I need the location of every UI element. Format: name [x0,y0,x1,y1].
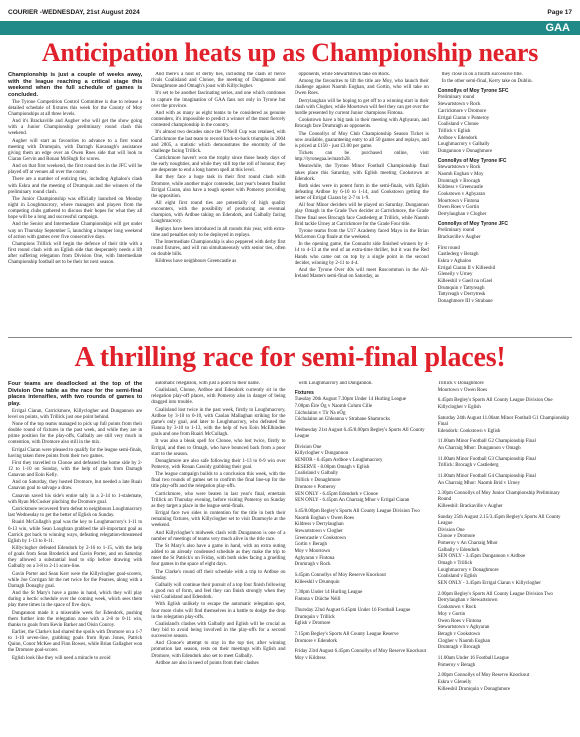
body-paragraph: Coalisland's clashes with Galbally and Eglish will be crucial as they bid to avoid being involved in the play-offs for a second successive season. [151,621,286,640]
fixture-line: SEN ONLY - 3.45pm Dungannon v Ardboe [437,554,526,560]
fixture-line: 7.00pm Éire Óg v Naomh Colum Cille [294,403,373,409]
body-paragraph: Canavan saved his side's entire tally in a 2-14 to 1-stalemate, with Ryan McCusker pinching the Dromore goal. [8,493,143,505]
fixture-line: Aghyaran v Fintona [294,555,335,561]
article-1-column [295,72,429,335]
masthead-page-number: Page 17 [547,8,572,16]
body-paragraph: And on that first weekend, the first round ties in the JFC will be played off at venues all over the county. [8,164,143,176]
fixture-line: Saturday 24th August 11.00am Minor Football G1 Championship Final [437,415,569,427]
fixture-line: Preliminary round [437,228,475,234]
section-label: GAA [545,22,570,34]
fixture-line: SEN ONLY - 3.45pm Errigal Ciaran v Killyclogher [437,581,541,587]
article-2-headline: A thrilling race for semi-final places! [74,342,506,373]
body-paragraph: There are a number of enticing ties, including Aghaloo's clash with Eskra and the meeting of Drumquin and the winners of the preliminary round clash. [8,177,143,195]
body-paragraph: Tickets can be purchased online, visit http://tyronegaa.ie/match28. [294,151,429,163]
body-paragraph: with Loughmacrory and Dungannon. [298,381,373,386]
article-1-body [8,72,572,335]
fixture-line: Greencastle v Cookstown [294,535,346,541]
masthead-publication-date: COURIER -WEDNESDAY, 21st August 2024 [8,8,140,16]
body-paragraph: Errigal Ciaran were pleased to qualify for the league semi-finals, having taken three points from their two games. [8,447,143,459]
fixture-line: 7.30pm Under 14 Hurling League [294,590,363,596]
article-divider [8,337,572,338]
fixture-line: Donaghmore III v Strabane [437,299,493,305]
fixture-line: 2.30pm Connollys of Moy Junior Championship Preliminary Round [437,491,560,503]
fixture-line: 2.00pm Begley's Sports All County League Division Two [437,591,553,597]
fixture-line: Errigal Ciaran v Pomeroy [437,115,490,121]
body-paragraph: Champions Trillick will begin the defence of their title with a first round clash with an Eglish side that desperately needs a lift after suffering relegation from Division One, with Intermediate Championship football set to be their lot next season. [8,241,143,266]
fixture-line: Sunday 25th August 2.15/3.45pm Begley's Sports All County League [437,514,561,526]
body-paragraph: And with as many as eight teams to be considered as genuine contenders, it's impossible to predict a winner of the most fiercely contested championship in the country. [151,110,286,129]
body-paragraph: Killyclogher defeated Edendork by 2-16 to 1-15, with the help of goals from Sean Broderick and Gavin Porter, and on Saturday they allowed a substantial lead to slip before drawing with Galbally on a 3-8 to 2-11 score-line. [8,546,143,570]
body-paragraph: Meanwhile, the Tyrone Minor Football Championship final takes place this Saturday, with Eglish meeting Cookstown at Edendork. [294,164,429,182]
body-paragraph: Derrylaughan will be hoping to get off to a winning start in their clash with Clogher, while Moortown will feel they can get over the hurdle presented by current Junior champions Fintona. [294,98,429,116]
fixture-line: Moy v Kildress [294,655,326,661]
fixture-line: Stewartstown v Clogher [294,528,343,534]
fixture-line: Owen Roes v Gortin [437,205,479,211]
fixture-line: Trillick v Eglish [437,128,471,134]
body-paragraph: Gavin Porter and Sean Kerr were the Killyclogher goal-scorers, while Joe Corrigan hit the net twice for the Pearses, along with a Darragh Donaghy goal. [8,571,143,589]
body-paragraph: All four Minor deciders will be played on Saturday. Dungannon play Omagh in the Grade Two decider at Carrickmore, the Grade Three final sees Brocagh face Castlederg at Trillick, while Naomh Brid tackle Urney at Carrickmore for the Grade Four title. [294,203,429,227]
fixture-line: Kildress v Derrylaughan [294,522,344,528]
body-paragraph: Kildress have neighbours Greencastle as [155,259,237,265]
fixture-line: Tattyreagh v Derrytresk [437,292,486,298]
fixture-line: Dromore v Edendork [294,638,337,644]
fixture-line: 6.45/8.00pm Begley's Sports All County League Division Two [294,508,420,514]
article-2-column [8,381,142,731]
article-1-column [438,72,572,335]
fixture-line: Drumragh v Rock [294,562,331,568]
body-paragraph: Carrickmore haven't won the trophy since those heady days of the early noughties, and while they still top the roll of honour, they are desperate to end a long barren spell at this level. [151,155,286,174]
fixture-line: Edendork: Cookstown v Eglish [437,428,501,434]
fixture-line: 6.45pm Connollys of Moy Reserve Knockout [294,573,386,579]
body-paragraph: Donaghmore are also safe following their 1-13 to 0-9 win over Pomeroy, with Ronan Cassidy grabbing their goal. [151,458,286,470]
fixture-line: Drumquin v Trillick [294,614,335,620]
body-paragraph: It was also a bleak spell for Clonoe, who lost twice, firstly to Errigal, and then to Omagh, who have bounced back from a poor start to the season. [151,439,286,457]
body-paragraph: And Killyclogher's midweek clash with Dungannon is one of a number of meetings of teams very much alive in the title race. [151,530,286,542]
article-1-column [8,72,142,335]
fixture-line: Preliminary round [437,95,475,101]
fixture-line: Division One [294,444,322,450]
masthead [8,6,572,18]
fixture-line: Eskra v Gleneily [437,680,472,686]
fixture-line: SEN ONLY - 6.45pm Edendork v Clonoe [294,491,378,497]
body-paragraph: Both sides were in potent form in the semi-finals, with Eglish defeating Ardboe by 6-10 to 1-14, and Cookstown getting the better of Errigal Ciaran by 2-7 to 1-9. [294,183,429,202]
fixture-line: Derrylaughan v Clogher [437,211,487,217]
body-paragraph: Coalisland, Clonoe, Ardboe and Edendork currently sit in the relegation play-off places, with Pomeroy also in danger of being dragged into trouble. [151,388,286,406]
body-paragraph: It's almost two decades since the O'Neill Cup was retained, with Carrickmore the last team to record back-to-back triumphs in 2004 and 2005, a statistic which demonstrates the enormity of the challenge facing Trillick. [151,130,286,154]
section-bar [0,21,580,35]
fixture-line: Stewartstown v Rock [437,165,481,171]
fixture-line: SENIOR - 6.45pm Ardboe v Loughmacrory [294,458,383,464]
article-2-column [295,381,429,731]
fixture-line: Fintona v Dúiche Néill [294,597,341,603]
fixture-line: Moortown v Fintona [437,198,480,204]
body-paragraph: The St Mary's also have a game in hand, with an extra outing added to an already condensed schedule as they make the trip to meet the St Patrick's on Friday, with both sides facing a gruelling four games in the space of eight days. [151,544,286,568]
fixture-line: Trillick: Brocagh v Castlederg [437,463,499,469]
standfirst: Four teams are deadlocked at the top of the Division One table as the race for the semi-final places intensifies, with two rounds of games to play. [8,381,143,407]
body-paragraph: opponents, while Stewartstown take on Rock. [298,72,391,77]
fixture-line: 11.00am Minor Football G3 Championship Final [437,456,536,462]
body-paragraph: And there's a host of derby ties, including the clash of fierce rivals Coalisland and Clonoe, the meeting of Dungannon and Donaghmore and Omagh's joust with Killyclogher. [151,72,286,90]
fixture-line: Killeeshil: Brackaville v Augher [437,504,503,510]
fixture-line: Kildress v Greencastle [437,185,484,191]
fixture-line: 7.15pm Begley's Sports All County League Reserve [294,631,399,637]
fixture-line: Trillick v Donaghmore [294,478,341,484]
fixture-line: Naomh Eoghan v Owen Roes [294,515,354,521]
fixture-line: Loughmacrory v Galbally [437,142,490,148]
fixture-line: Tuesday 20th August 7.30pm Under 14 Hurling League [294,397,406,403]
fixture-line: Killeeshil v Drumquin [294,579,340,585]
body-paragraph: With Eglish unlikely to escape the automatic relegation spot, four more clubs will find themselves in a battle to dodge the drop in the relegation play-offs. [151,602,286,620]
article-2-body [8,381,572,731]
fixture-line: 11.00am Under 16 Football League [437,655,509,661]
fixture-line: Clogher v Naomh Eoghan [437,638,491,644]
fixture-list-title: Connollys of Moy Tyrone JFC [437,221,508,228]
fixture-line: First round [437,245,460,251]
fixture-line: 11.00am Minor Football G4 Championship Final [437,473,536,479]
article-2-column [438,381,572,731]
body-paragraph: Augher will start as favourites to advance to a first round meeting with Drumquin, with Darragh Kavanagh's assistance giving them an edge over an Owen Roes side that will look to Ciaran Gervin and Ronan McHugh for scores. [8,138,143,162]
article-2-column [151,381,285,731]
fixture-line: Friday 23rd August 6.45pm Connollys of Moy Reserve Knockout [294,649,427,655]
body-paragraph: The league campaign builds to a conclusion this week, with the final two rounds of games set to confirm the final line-up for the title play-offs and the relegation play-offs. [151,472,286,490]
article-1-headline: Anticipation heats up as Championship nears [41,38,539,67]
fixture-line: Drumragh v Brocagh [437,178,481,184]
fixture-line: Drumquin v Tattyreagh [437,285,485,291]
fixture-line: Wednesday 21st August 6.45/8.00pm Begley's Sports All County League [294,427,425,440]
fixture-line: Pomeroy v Beragh [437,662,476,668]
body-paragraph: Eglish look like they will need a miracle to avoid [12,655,111,661]
body-paragraph: The Junior Championship was officially launched on Monday night in Loughmacrory, where managers and players from the competing clubs gathered to discuss their hopes for what they all hope will be a long and successful campaign. [8,196,143,221]
body-paragraph: And the Tyrone Over 40s will meet Roscommon in the All-Ireland Masters semi-final on Saturday, as [294,267,429,279]
fixture-line: An Charraig Mhor: Naomh Brid v Urney [437,480,520,486]
body-paragraph: First they travelled to Clonoe and defeated the home side by 2-12 to 1-10 on Sunday, with the help of goals from Darragh Canavan and Eoin Kelly. [8,460,143,479]
fixture-line: Loughmacrory v Donaghmore [437,567,499,573]
body-paragraph: Dungannon made it a miserable week for Edendork, pushing them further into the relegation zone with a 2-8 to 0-11 win, thanks to goals from Kevin Barker and Oisin Conroy. [8,610,143,628]
body-paragraph: Tyrone teams from the U17 Academy faced Mayo in the Brian McLernon Cup finale at the weekend. [294,228,429,241]
fixture-line: Omagh v Trillick [437,561,473,567]
fixture-line: Cookstown v Aghyaran [437,191,485,197]
body-paragraph: The Clarke's round off their schedule with a trip to Ardboe on Sunday. [151,569,286,581]
body-paragraph: automatic relegation, with just a point to their name. [155,381,260,386]
fixture-line: 6.45pm Begley's Sports All County League Division One [437,398,553,404]
fixture-line: 11.00am Minor Football G2 Championship Final [437,439,536,445]
body-paragraph: Among the favourites to lift the title are Moy, who launch their challenge against Naomh Eoghan, and Gortin, who will take on Owen Roes. [294,79,429,97]
article-1-column [151,72,285,335]
subheading: Fixtures [294,390,314,397]
body-paragraph: Cookstown have a big task in their meeting with Aghyaran, and Brocagh face Drumragh as opponents. [294,118,429,130]
body-paragraph: In the other semi-final, Kerry take on Dublin. [441,79,533,85]
fixture-line: Division One [437,527,465,533]
fixture-line: Owen Roes v Fintona [437,618,482,624]
fixture-list-title: Connollys of Moy Tyrone IFC [437,158,507,165]
fixture-line: Castlederg v Beragh [437,252,479,258]
fixture-line: Dromore v Pomeroy [294,484,336,490]
fixture-line: Moortown v Owen Roes [437,387,488,393]
body-paragraph: The Connollys of Moy Club Championship Season Ticket is now available, guaranteeing entry to all 50 games and replays, and is priced at £150 - just £3.00 per game. [294,131,429,149]
standfirst: Championship is just a couple of weeks away, with the league reaching a critical stage this weekend when the full schedule of games is concluded. [8,72,143,98]
fixture-line: Killyclogher v Eglish [437,405,481,411]
fixture-line: Derrylaughan v Stewartstown [437,598,498,604]
body-paragraph: Earlier, the Clarke's had shared the spoils with Dromore on a 1-7 to 1-10 seven-line, grabbing goals from Ryan Jones, Patrick Quinn, Conor McKee and Finn Bowes, while Brian Gallagher won the Dromore goal-scorer. [8,630,143,654]
fixture-line: Thursday 22nd August 6.45pm Under 16 Football League [294,607,411,613]
fixture-line: Moy v Moortown [294,549,331,555]
body-paragraph: None of the top teams managed to pick up full points from their double round of fixtures in the past week, and while they are in prime position for the play-offs, Galbally are still very much in contention, with Dromore also still in the mix. [8,421,143,446]
fixture-line: Killeeshil v Gaeil na nGael [437,278,493,284]
body-paragraph: And it's Brackaville and Augher who will get the show going with a Junior Championship preliminary round clash this weekend. [8,119,143,137]
body-paragraph: The Intermediate Championship is also peppered with derby first round fixtures, and will run simultaneously with senior ties, often on double bills. [151,239,286,258]
fixture-line: Stewartstown v Aghyaran [437,625,490,631]
body-paragraph: But they face a huge task in their first round clash with Dromore, while another major contender, last year's beaten finalist Errigal Ciaran, also have a tough opener with Pomeroy providing the opposition. [151,175,286,199]
fixture-line: Drumragh v Brocagh [437,645,481,651]
fixture-line: Gortin v Beragh [294,542,327,548]
body-paragraph: And on Saturday, they hosted Dromore, but needed a late Ruair Canavan goal to salvage a draw. [8,480,143,492]
fixture-line: Clonoe v Dromore [437,534,476,540]
body-paragraph: In the opening game, the Connacht side finished winners by 4-14 to 4-13 at the end of an extra-time thriller, but it was the Red Hands who came out on top by a single point in the second decider, winning by 2-11 to 4-4. [294,242,429,266]
body-paragraph: And Clonoe's attempt to stay in the top tier, after winning promotion last season, rests on their meetings with Eglish and Dromore, with Edendork also set to meet Galbally. [151,641,286,659]
body-paragraph: Errigal Ciaran, Carrickmore, Killyclogher and Dungannon are level on points, with Trillick just one point behind. [8,408,143,420]
fixture-line: Dungannon v Donaghmore [437,148,493,154]
fixture-line: Gleneily v Urney [437,272,473,278]
fixture-line: SEN ONLY - 6.45pm An Charraig Mhor v Errigal Ciaran [294,498,410,504]
body-paragraph: Replays have been introduced in all rounds this year, with extra-time and penalties only to be deployed in replays. [151,226,286,238]
body-paragraph: Ardboe are also in need of points from their clashes [155,660,259,666]
body-paragraph: It's set to be another fascinating series, and one which continues to capture the imagination of GAA fans not only in Tyrone but over the province. [151,91,286,109]
body-paragraph: The Tyrone Competition Control Committee is due to release a detailed schedule of fixtures this week for the County of Moy Championships at all three levels. [8,99,143,117]
fixture-line: Cúchulainn an Ghleanna v Strabane Shamrocks [294,417,390,423]
fixture-line: An Charraig Mhor: Dungannon v Omagh [437,445,521,451]
body-paragraph: Galbally will continue their pursuit of a top four finish following a good run of form, and feel they can finish strongly when they visit Coalisland and Edendork. [151,582,286,601]
fixture-line: Naomh Eoghan v Moy [437,171,484,177]
body-paragraph: Carrickmore, who were beaten in last year's final, entertain Trillick on Thursday evening, before visiting Pomeroy on Sunday as they target a place in the league semi-finals. [151,491,286,509]
fixture-line: Coalisland v Clonoe [437,122,479,128]
fixture-line: Coalisland v Galbally [294,471,339,477]
fixture-line: Eskra v Aghaloo [437,258,472,264]
body-paragraph: Ruairi McCullagh's goal was the key to Loughmacrory's 1-11 to 0-13 win, while Sean Loughran grabbed the all-important goal as Carrick got back to winning ways, defeating relegation-threatened Eglish by 1-13 to 0-11. [8,520,143,544]
fixture-line: Galbally v Edendork [437,547,480,553]
fixture-line: Cookstown v Rock [437,605,477,611]
body-paragraph: they close in on a fourth successive title. [441,72,523,77]
fixture-line: Pomeroy v An Charraig Mhor [437,540,498,546]
body-paragraph: All eight first round ties are potentially of high quality encounters, with the possibility of producing an eventual champion, with Ardboe taking on Edendork, and Galbally facing Loughmacrory. [151,201,286,225]
body-paragraph: And the St Mary's have a game in hand, which they will play during a hectic schedule over the coming week, which sees them play three times in the space of five days. [8,591,143,609]
fixture-line: 2.00pm Connollys of Moy Reserve Knockout [437,673,530,679]
fixture-line: Moy v Gortin [437,611,466,617]
fixture-line: Trillick v Donaghmore [437,381,484,386]
body-paragraph: And the Senior and Intermediate Championships will get under way on Thursday September 5, launching a bumper long weekend of action with games over five consecutive days. [8,222,143,240]
fixture-line: Cúchulainn v Tír Na nÓg [294,410,346,416]
body-paragraph: Errigal face two sides in contention for the title in both their remaining fixtures, with Killyclogher set to visit Dunmoyle at the weekend. [151,511,286,529]
fixture-line: Brackaville v Augher [437,234,481,240]
fixture-list-title: Connollys of Moy Tyrone SFC [437,88,509,95]
fixture-line: Ardboe v Edendork [437,135,478,141]
fixture-line: RESERVE - 8.00pm Omagh v Eglish [294,464,370,470]
fixture-line: Killeeshil Drumquin v Donaghmore [437,686,511,692]
fixture-line: Killyclogher v Dungannon [294,451,349,457]
fixture-line: Stewartstown v Rock [437,102,481,108]
fixture-line: Carrickmore v Dromore [437,108,487,114]
body-paragraph: Coalisland lost twice in the past week, firstly to Loughmacrory, Ardboe by 3-10 to 0-10, with Caolan Mallaghan striking for the game's only goal, and later to Loughmacrory, who defeated the Fianna by 3-10 to 1-13, with the help of two Eoin McElhinden goals and one from Ruairi McCullagh. [151,407,286,438]
fixture-line: Beragh v Cookstown [437,631,480,637]
body-paragraph: Carrickmore recovered from defeat to neighbours Loughmacrory last Wednesday to get the better of Eglish on Sunday. [8,507,143,519]
fixture-line: Errigal Ciaran II v Killeeshil [437,265,496,271]
fixture-line: Eglish v Dromore [294,621,331,627]
fixture-line: Coalisland v Eglish [437,574,477,580]
